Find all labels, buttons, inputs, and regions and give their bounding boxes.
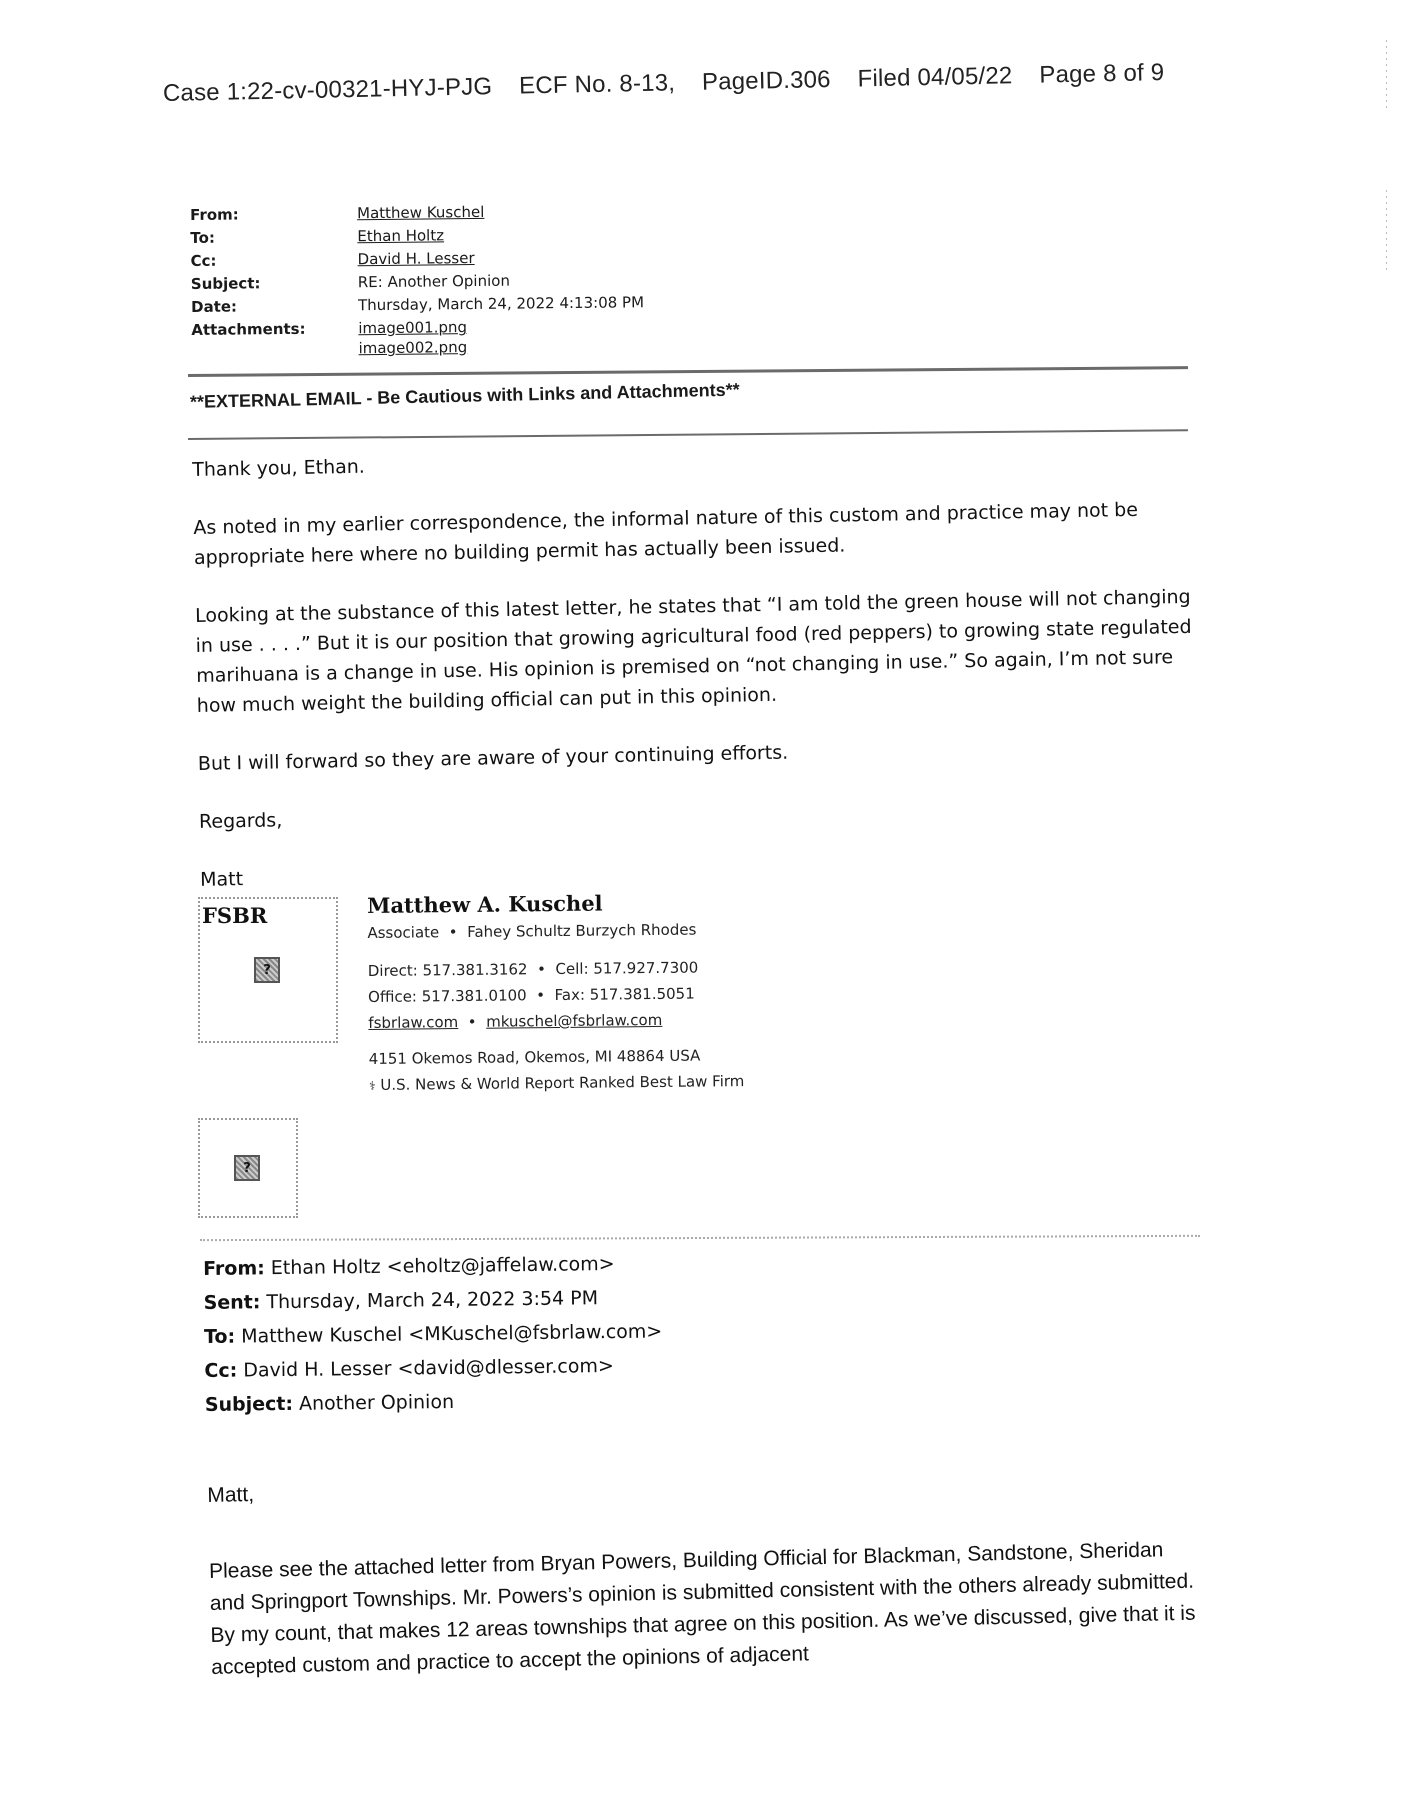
forwarded-from-row	[203, 1246, 662, 1286]
direct-phone: Direct: 517.381.3162	[367, 960, 528, 980]
reply-sign-name: Matt	[199, 868, 244, 891]
forwarded-from-label: From:	[203, 1257, 265, 1280]
header-row-date	[191, 291, 644, 319]
forwarded-paragraph: Please see the attached letter from Bryan Powers, Building Official for Blackman, Sandstone, Sheridan and Springport Townships. Mr. Powers’s opinion is submitted consistent with the others already submitted. By my count, that makes 12 areas townships that agree on this position. As we’ve discussed, give that it is accepted custom and practice to accept the opinions of adjacent	[208, 1538, 1196, 1679]
forwarded-cc-row	[204, 1348, 663, 1388]
attachments-label: Attachments:	[191, 319, 306, 339]
page-number: Page 8 of 9	[1039, 59, 1165, 89]
signature-links-line	[368, 1010, 744, 1032]
to-link[interactable]: Ethan Holtz	[357, 226, 445, 246]
forward-divider	[200, 1235, 1200, 1241]
forwarded-greeting: Matt,	[207, 1482, 255, 1507]
email-link[interactable]: mkuschel@fsbrlaw.com	[486, 1010, 663, 1031]
forwarded-from: Ethan Holtz <eholtz@jaffelaw.com>	[270, 1252, 615, 1280]
firm-logo-text: FSBR	[202, 903, 268, 928]
award-image-placeholder	[198, 1118, 298, 1218]
forwarded-cc: David H. Lesser <david@dlesser.com>	[243, 1354, 614, 1382]
reply-greeting: Thank you, Ethan.	[192, 455, 366, 481]
from-label: From:	[190, 205, 239, 224]
signature-phone-line-2	[368, 984, 744, 1006]
external-email-warning: **EXTERNAL EMAIL - Be Cautious with Links and Attachments**	[189, 379, 740, 412]
reply-body	[192, 436, 1211, 923]
broken-image-icon: ?	[234, 1155, 260, 1181]
forwarded-body	[207, 1458, 1202, 1716]
signature-award: U.S. News & World Report Ranked Best Law Firm	[380, 1072, 745, 1094]
header-divider	[188, 366, 1188, 377]
reply-paragraph: Looking at the substance of this latest letter, he states that “I am told the green house will not changing in use . . . .” But it is our position that growing agricultural food (red peppers) to growing state regulated marihuana is a change in use. His opinion is premised on “not changing in use.” So again, I’m not sure how much weight the building official can put in this opinion.	[194, 585, 1192, 717]
forwarded-sent-label: Sent:	[203, 1291, 261, 1314]
header-row-attachment-2	[191, 337, 644, 360]
signature-firm: Fahey Schultz Burzych Rhodes	[467, 920, 697, 941]
date-value: Thursday, March 24, 2022 4:13:08 PM	[357, 293, 645, 315]
signature-block	[367, 889, 744, 1094]
attachment-link-1[interactable]: image001.png	[358, 318, 468, 338]
fax-number: Fax: 517.381.5051	[554, 984, 695, 1005]
attachment-link-2[interactable]: image002.png	[358, 338, 468, 358]
subject-label: Subject:	[190, 274, 261, 293]
forwarded-subject-row	[205, 1382, 664, 1422]
filed-date: Filed 04/05/22	[857, 62, 1013, 93]
forwarded-to-label: To:	[203, 1325, 236, 1348]
reply-paragraph: As noted in my earlier correspondence, the informal nature of this custom and practice may not be appropriate here where no building permit has actually been issued.	[193, 498, 1139, 569]
broken-image-icon: ?	[254, 957, 280, 983]
firm-logo-placeholder	[198, 897, 338, 1043]
bullet-separator: •	[467, 1012, 477, 1031]
case-header	[163, 59, 1185, 108]
forwarded-subject-label: Subject:	[204, 1392, 294, 1416]
forwarded-cc-label: Cc:	[204, 1359, 238, 1382]
bullet-separator: •	[448, 923, 458, 942]
website-link[interactable]: fsbrlaw.com	[368, 1013, 459, 1032]
bullet-separator: •	[536, 986, 546, 1005]
forwarded-header	[203, 1246, 663, 1422]
signature-address: 4151 Okemos Road, Okemos, MI 48864 USA	[368, 1046, 701, 1068]
signature-phone-line-1	[368, 958, 744, 980]
scan-artifact	[1386, 40, 1387, 110]
cc-label: Cc:	[190, 251, 217, 270]
cc-link[interactable]: David H. Lesser	[357, 249, 475, 269]
award-icon: ⚕	[368, 1078, 376, 1093]
email-header	[190, 199, 645, 360]
page-id: PageID.306	[701, 66, 831, 96]
office-phone: Office: 517.381.0100	[367, 986, 527, 1006]
forwarded-sent: Thursday, March 24, 2022 3:54 PM	[266, 1287, 599, 1314]
forwarded-to-row	[204, 1314, 663, 1354]
scan-artifact	[1386, 190, 1387, 270]
case-number: Case 1:22-cv-00321-HYJ-PJG	[162, 73, 493, 107]
signature-title-line	[367, 920, 743, 942]
bullet-separator: •	[536, 960, 547, 979]
forwarded-subject: Another Opinion	[298, 1390, 455, 1415]
forwarded-sent-row	[203, 1280, 662, 1320]
date-label: Date:	[190, 297, 238, 316]
signature-name: Matthew A. Kuschel	[367, 890, 603, 918]
subject-value: RE: Another Opinion	[357, 271, 510, 292]
cell-phone: Cell: 517.927.7300	[555, 958, 699, 979]
ecf-number: ECF No. 8-13,	[518, 69, 676, 100]
signature-title: Associate	[367, 923, 440, 942]
forwarded-to: Matthew Kuschel <MKuschel@fsbrlaw.com>	[241, 1320, 663, 1348]
from-link[interactable]: Matthew Kuschel	[357, 202, 485, 223]
reply-paragraph: But I will forward so they are aware of your continuing efforts.	[197, 741, 789, 775]
to-label: To:	[190, 228, 215, 247]
signature-award-line	[369, 1072, 745, 1094]
reply-closing: Regards,	[198, 809, 283, 833]
